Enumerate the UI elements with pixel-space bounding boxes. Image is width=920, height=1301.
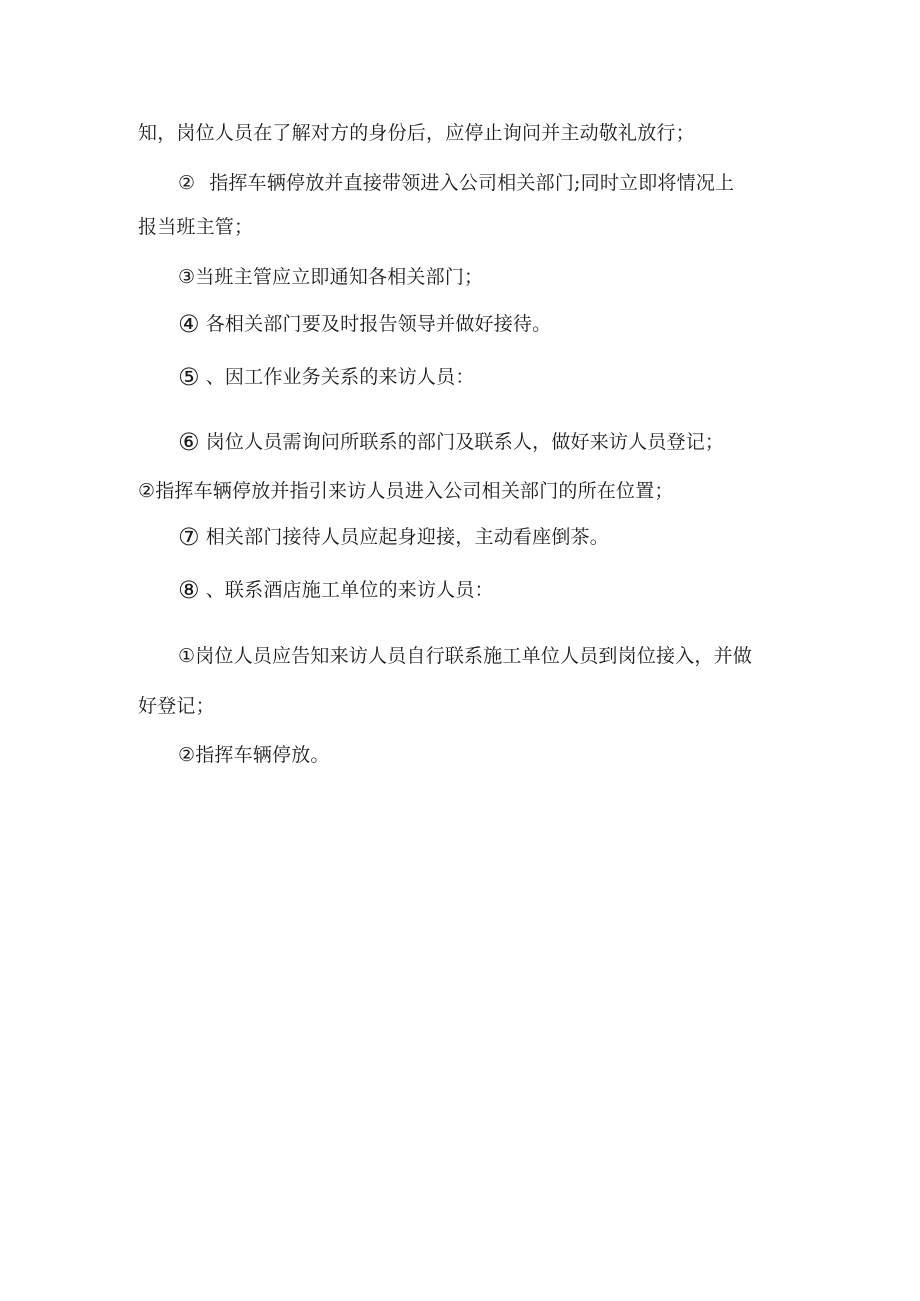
list-marker: ②: [178, 744, 196, 766]
list-marker: ⑦: [178, 523, 200, 551]
line-text: 当班主管应立即通知各相关部门；: [195, 266, 484, 288]
list-marker: ④: [178, 310, 200, 338]
line-text: 各相关部门要及时报告领导并做好接待。: [205, 313, 552, 335]
line-text: 岗位人员应告知来访人员自行联系施工单位人员到岗位接入，并做: [195, 645, 753, 667]
paragraph-line: [138, 214, 253, 240]
list-item: [178, 577, 494, 603]
list-item: [138, 478, 674, 504]
line-text: 知，岗位人员在了解对方的身份后，应停止询问并主动敬礼放行；: [138, 122, 695, 144]
list-item: [178, 429, 724, 455]
line-text: 、因工作业务关系的来访人员：: [205, 366, 475, 388]
list-item: [178, 170, 734, 196]
paragraph-line: [138, 693, 215, 719]
list-marker: ⑥: [178, 428, 200, 456]
line-text: 好登记；: [138, 695, 215, 717]
list-item: [178, 524, 609, 550]
line-text: 报当班主管；: [138, 216, 254, 238]
list-item: [178, 311, 551, 337]
line-text: 指挥车辆停放并指引来访人员进入公司相关部门的所在位置；: [155, 480, 674, 502]
list-marker: ②: [138, 480, 156, 502]
line-text: 相关部门接待人员应起身迎接，主动看座倒茶。: [205, 526, 609, 548]
list-item: [178, 264, 483, 290]
paragraph-line: [138, 120, 695, 146]
list-marker: ⑧: [178, 576, 200, 604]
line-text: 岗位人员需询问所联系的部门及联系人，做好来访人员登记；: [205, 431, 725, 453]
list-item: [178, 364, 475, 390]
line-text: 、联系酒店施工单位的来访人员：: [205, 579, 494, 601]
line-text: 指挥车辆停放。: [195, 744, 330, 766]
list-item: [178, 643, 752, 669]
list-marker: ③: [178, 266, 196, 288]
line-text: 指挥车辆停放并直接带领进入公司相关部门;同时立即将情况上: [209, 172, 735, 194]
list-marker: ②: [178, 172, 196, 194]
list-marker: ⑤: [178, 363, 200, 391]
list-item: [178, 742, 330, 768]
list-marker: ①: [178, 645, 196, 667]
